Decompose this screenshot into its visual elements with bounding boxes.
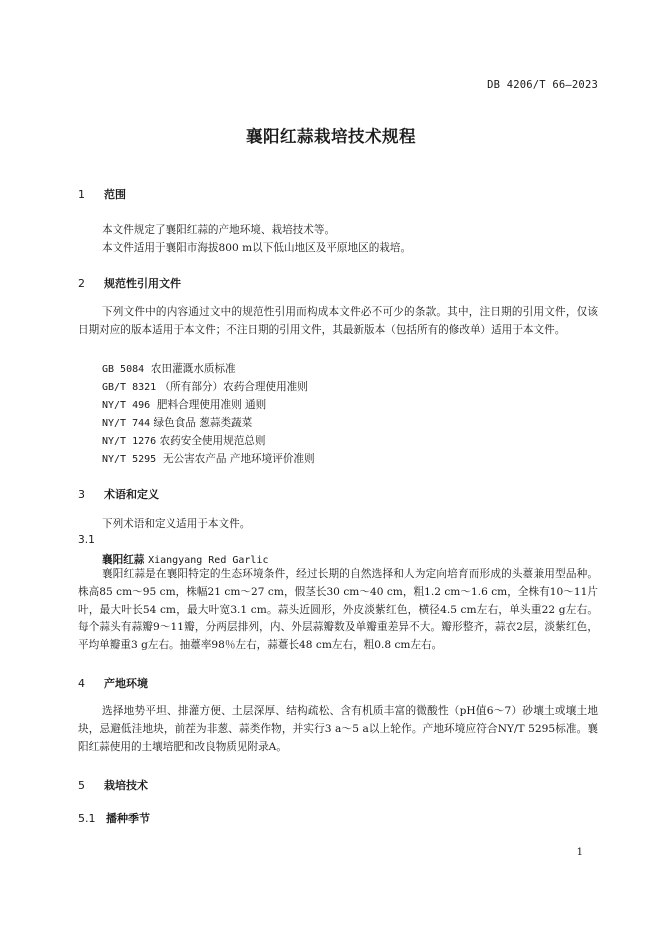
reference-name: （所有部分）农药合理使用准则 <box>159 381 308 393</box>
reference-item <box>102 379 308 394</box>
section-number: 4 <box>78 677 85 690</box>
reference-item <box>102 361 236 376</box>
reference-item <box>102 397 266 412</box>
section-title: 产地环境 <box>104 677 148 690</box>
section-3-intro: 下列术语和定义适用于本文件。 <box>102 518 251 530</box>
section-2-intro: 下列文件中的内容通过文中的规范性引用而构成本文件必不可少的条款。其中，注日期的引用文件，仅该日期对应的版本适用于本文件；不注日期的引用文件，其最新版本（包括所有的修改单）适用于本文件。 <box>78 306 598 336</box>
reference-code: GB/T 8321 <box>102 382 157 393</box>
reference-item <box>102 415 252 430</box>
term-definition: 襄阳红蒜是在襄阳特定的生态环境条件，经过长期的自然选择和人为定向培育而形成的头薹兼用型品种。株高85 cm～95 cm，株幅21 cm～27 cm，假茎长30 cm～40 cm，粗1.2 cm～1.6 cm，全株有10～11片叶，最大叶长54 cm，最大叶宽3.1 cm。蒜头近圆形，外皮淡紫红色，横径4.5 cm左右，单头重22 g左右。每个蒜头有蒜瓣9～11瓣，分两层排列，内、外层蒜瓣数及单瓣重差异不大。瓣形整齐，蒜衣2层，淡紫红色，平均单瓣重3 g左右。抽薹率98％左右，蒜薹长48 cm左右，粗0.8 cm左右。 <box>78 568 598 652</box>
section-title: 栽培技术 <box>104 779 148 792</box>
term-english: Xiangyang Red Garlic <box>148 555 269 566</box>
reference-code: NY/T 744 <box>102 418 151 429</box>
section-number: 3 <box>78 488 85 501</box>
section-2-heading <box>78 275 181 291</box>
reference-code: NY/T 5295 <box>102 454 157 465</box>
reference-code: NY/T 496 <box>102 400 151 411</box>
section-number: 5 <box>78 779 85 792</box>
document-title: 襄阳红蒜栽培技术规程 <box>246 127 416 146</box>
section-title: 规范性引用文件 <box>104 277 181 290</box>
section-4-heading <box>78 675 148 691</box>
section-1-para-2: 本文件适用于襄阳市海拔800 m以下低山地区及平原地区的栽培。 <box>102 242 412 254</box>
reference-item <box>102 433 266 448</box>
page-number: 1 <box>576 847 583 858</box>
section-1-para-1: 本文件规定了襄阳红蒜的产地环境、栽培技术等。 <box>102 224 336 236</box>
reference-name: 肥料合理使用准则 通则 <box>156 399 267 411</box>
reference-item <box>102 451 315 466</box>
reference-name: 农药安全使用规范总则 <box>159 435 266 447</box>
reference-name: 绿色食品 葱蒜类蔬菜 <box>153 417 253 429</box>
term-chinese: 襄阳红蒜 <box>102 554 145 566</box>
section-number: 5.1 <box>78 812 96 825</box>
section-3-heading <box>78 486 159 502</box>
section-title: 术语和定义 <box>104 488 159 501</box>
standard-code: DB 4206/T 66—2023 <box>487 79 598 91</box>
reference-code: GB 5084 <box>102 364 145 375</box>
section-1-heading <box>78 186 126 202</box>
section-number: 1 <box>78 188 85 201</box>
section-5-heading <box>78 777 148 793</box>
term-heading <box>102 552 269 567</box>
reference-name: 农田灌溉水质标准 <box>150 363 236 375</box>
section-title: 播种季节 <box>106 812 150 825</box>
section-title: 范围 <box>104 188 126 201</box>
section-5-1-heading <box>78 810 150 826</box>
reference-name: 无公害农产品 产地环境评价准则 <box>162 453 315 465</box>
clause-number: 3.1 <box>78 534 95 546</box>
reference-code: NY/T 1276 <box>102 436 157 447</box>
section-number: 2 <box>78 277 85 290</box>
section-4-text: 选择地势平坦、排灌方便、土层深厚、结构疏松、含有机质丰富的微酸性（pH值6～7）砂壤土或壤土地块，忌避低洼地块，前茬为非葱、蒜类作物，并实行3 a～5 a以上轮作。产地环境应符合NY/T 5295标准。襄阳红蒜使用的土壤培肥和改良物质见附录A。 <box>78 705 598 753</box>
